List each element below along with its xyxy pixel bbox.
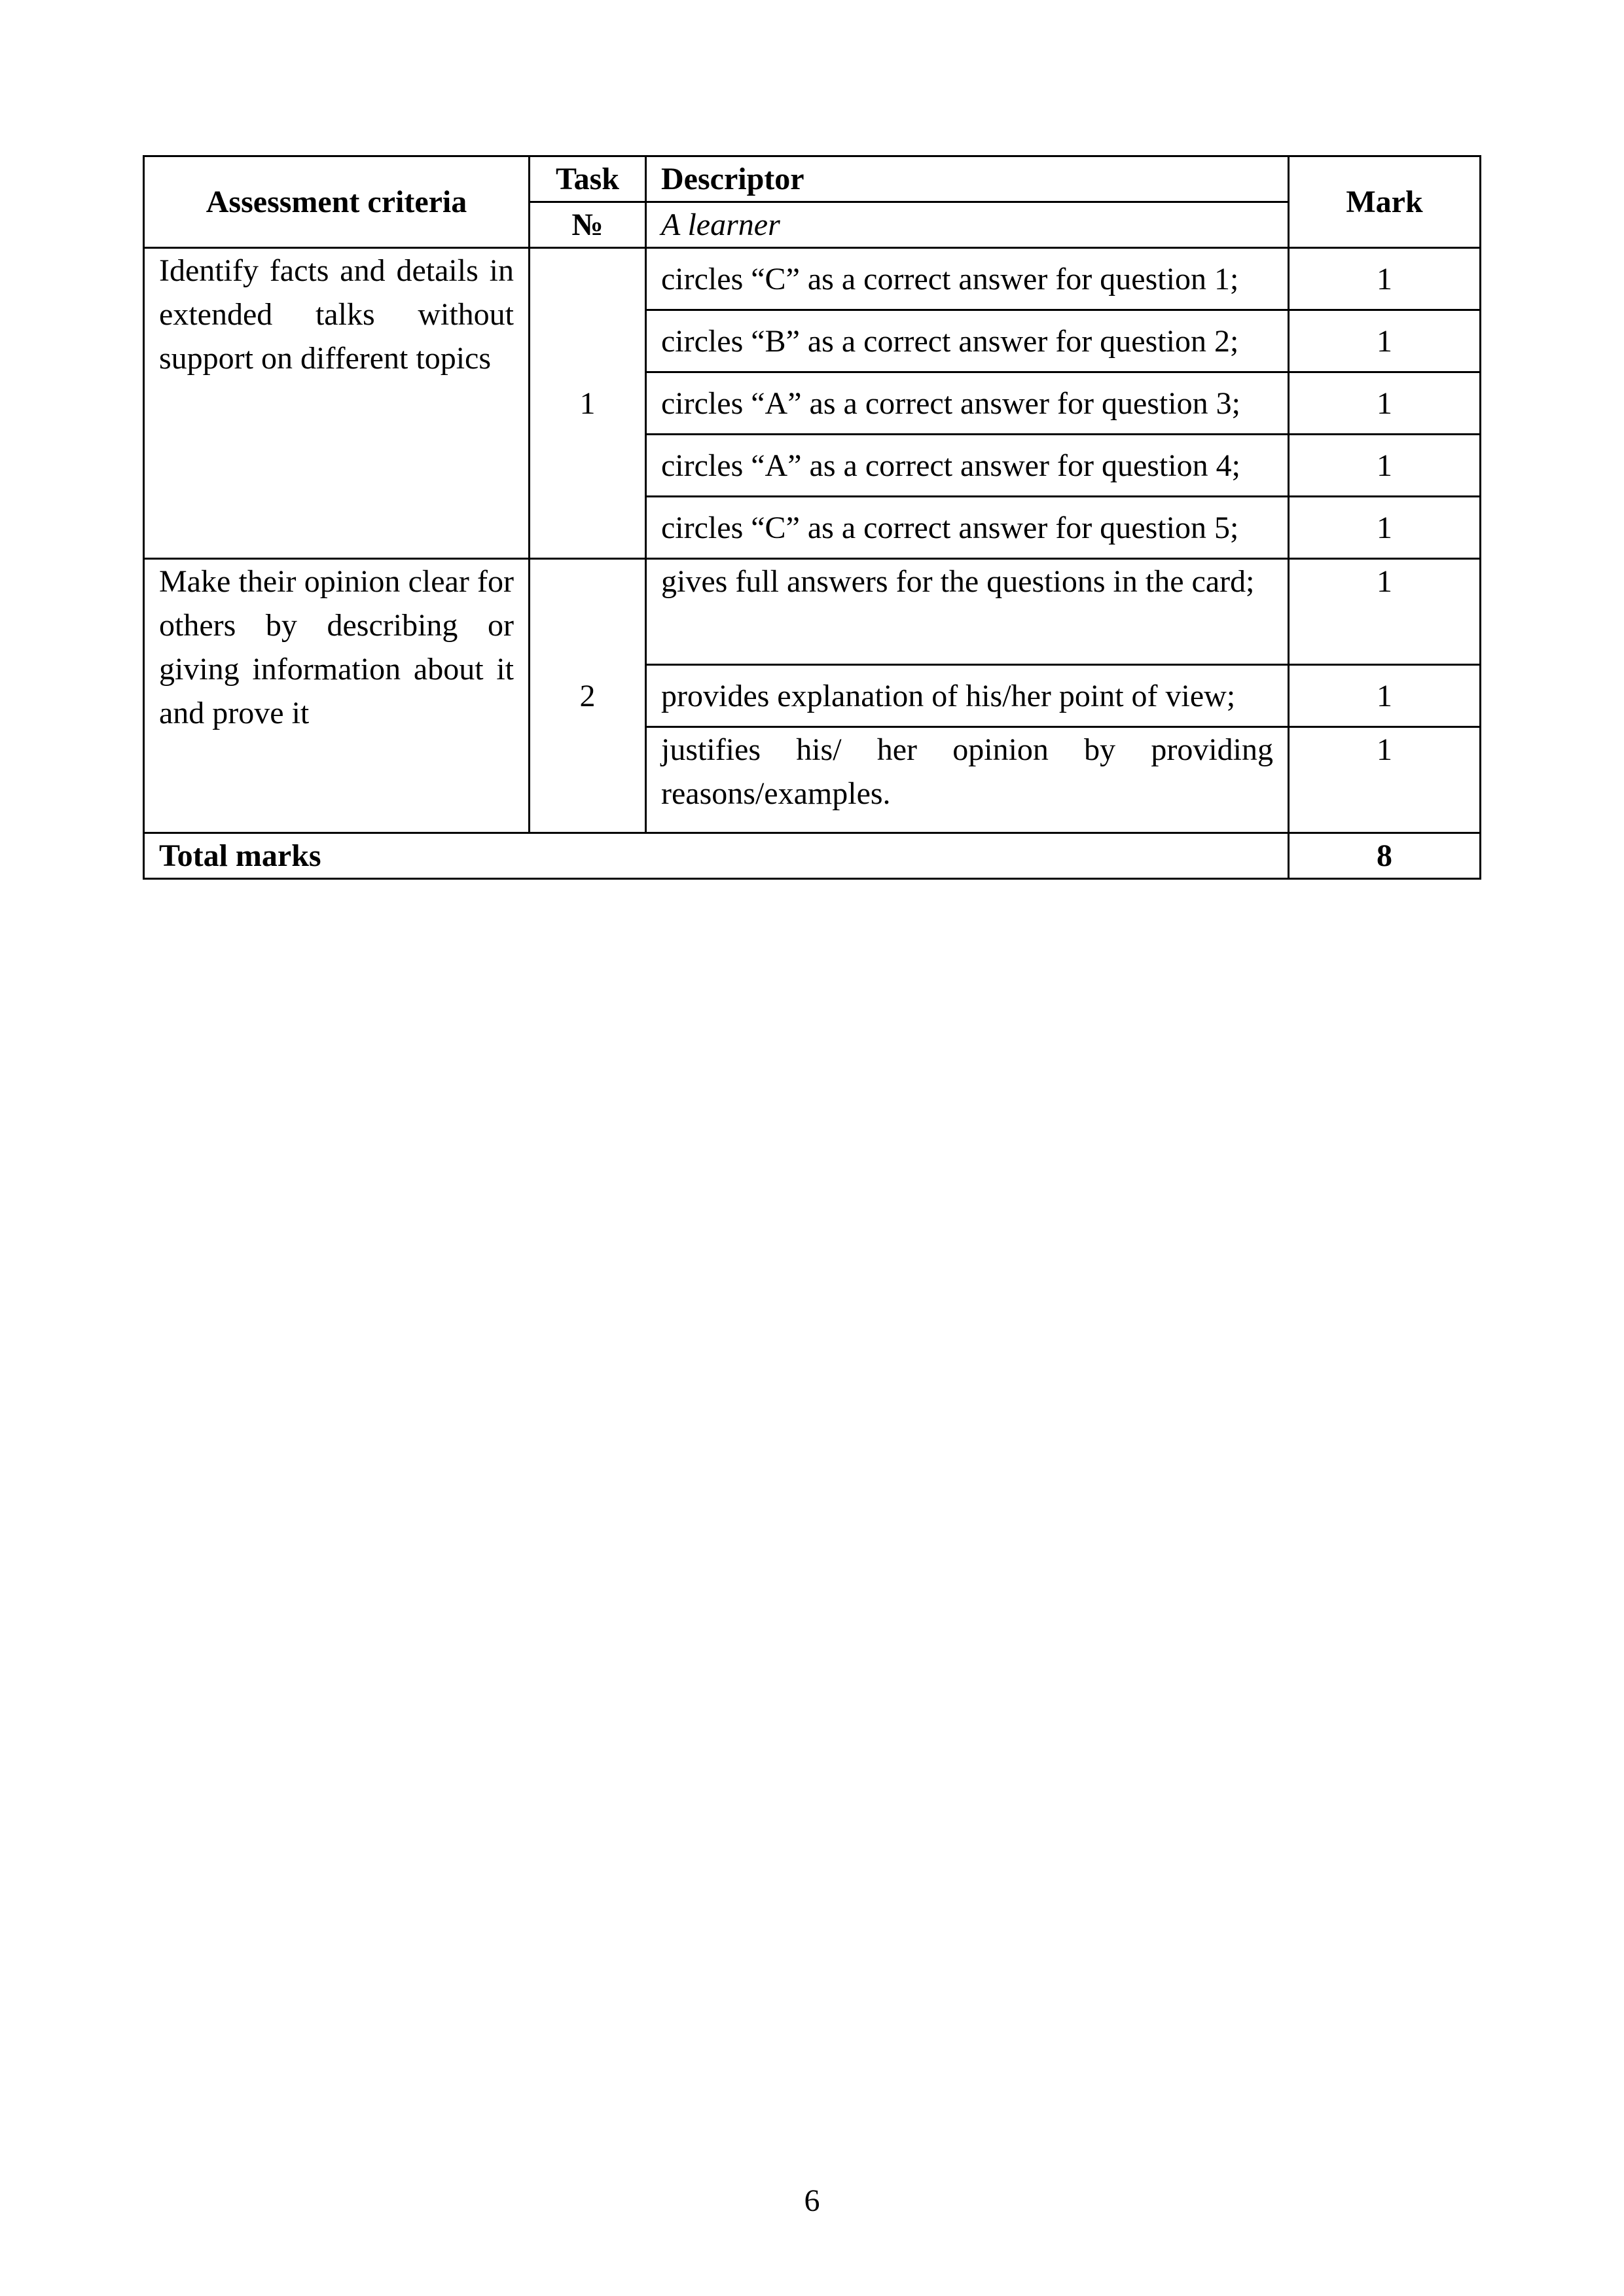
- descriptor-cell: circles “C” as a correct answer for question 1;: [646, 248, 1289, 310]
- total-row: [144, 833, 1481, 879]
- descriptor-cell: circles “A” as a correct answer for question 4;: [646, 435, 1289, 497]
- header-descriptor: Descriptor: [646, 156, 1289, 202]
- descriptor-cell: circles “C” as a correct answer for question 5;: [646, 497, 1289, 559]
- table-row: [144, 248, 1481, 310]
- header-descriptor-subtitle: A learner: [646, 202, 1289, 248]
- mark-cell: 1: [1289, 559, 1481, 665]
- criteria-cell: [144, 248, 530, 559]
- criteria-cell: [144, 559, 530, 833]
- table-row: [144, 559, 1481, 665]
- criteria-text: Identify facts and details in extended talks without support on different topics: [159, 253, 514, 376]
- mark-cell: 1: [1289, 665, 1481, 727]
- mark-cell: 1: [1289, 497, 1481, 559]
- task-number-cell: 1: [530, 248, 646, 559]
- total-value: 8: [1289, 833, 1481, 879]
- mark-cell: 1: [1289, 310, 1481, 372]
- descriptor-cell: circles “A” as a correct answer for question 3;: [646, 372, 1289, 435]
- descriptor-cell: circles “B” as a correct answer for question 2;: [646, 310, 1289, 372]
- header-task-number-sign: №: [530, 202, 646, 248]
- assessment-rubric-table: [143, 155, 1481, 880]
- mark-cell: 1: [1289, 435, 1481, 497]
- mark-cell: 1: [1289, 727, 1481, 833]
- mark-cell: 1: [1289, 248, 1481, 310]
- criteria-text: Make their opinion clear for others by describing or giving information about it and prove it: [159, 564, 514, 730]
- descriptor-cell: justifies his/ her opinion by providing reasons/examples.: [646, 727, 1289, 833]
- mark-cell: 1: [1289, 372, 1481, 435]
- descriptor-cell: gives full answers for the questions in the card;: [646, 559, 1289, 665]
- descriptor-cell: provides explanation of his/her point of view;: [646, 665, 1289, 727]
- header-mark: Mark: [1289, 156, 1481, 248]
- total-label: Total marks: [144, 833, 1289, 879]
- page-number: 6: [804, 2183, 820, 2218]
- header-assessment-criteria: Assessment criteria: [144, 156, 530, 248]
- task-number-cell: 2: [530, 559, 646, 833]
- header-row: [144, 156, 1481, 202]
- header-task: Task: [530, 156, 646, 202]
